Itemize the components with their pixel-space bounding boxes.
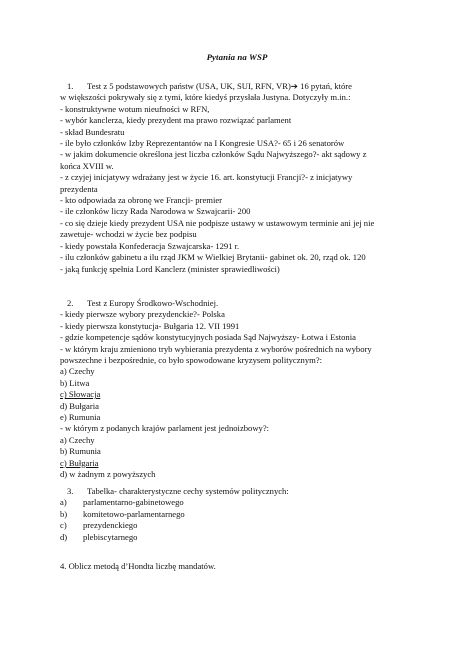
section-2-heading-line bbox=[60, 298, 432, 309]
answer-option: d) Bułgaria bbox=[60, 400, 99, 411]
list-item-text: plebiscytarnego bbox=[83, 531, 138, 542]
answer-option: b) Rumunia bbox=[60, 446, 101, 457]
answer-option: a) Czechy bbox=[60, 366, 95, 377]
section-2-line: - kiedy pierwsza konstytucja- Bułgaria 12. VII 1991 bbox=[60, 320, 240, 331]
section-1-line: - kto odpowiada za obronę we Francji- premier bbox=[60, 195, 223, 206]
section-1-line: - w jakim dokumencie określona jest liczba członków Sądu Najwyższego?- akt sądowy z bbox=[60, 149, 367, 160]
section-1-line: w większości pokrywały się z tymi, które kiedyś przysłała Justyna. Dotyczyły m.in.: bbox=[60, 92, 351, 103]
list-item-text: parlamentarno-gabinetowego bbox=[83, 497, 184, 508]
section-1-line: - ilu członków gabinetu a ilu rząd JKM w Wielkiej Brytanii- gabinet ok. 20, rząd ok. 120 bbox=[60, 252, 366, 263]
section-1-line: - jaką funkcję spełnia Lord Kanclerz (minister sprawiedliwości) bbox=[60, 263, 280, 274]
section-1-line: końca XVIII w. bbox=[60, 160, 114, 171]
answer-option: d) w żadnym z powyższych bbox=[60, 469, 156, 480]
section-1-line: - kiedy powstała Konfederacja Szwajcarska- 1291 r. bbox=[60, 240, 240, 251]
page-title: Pytania na WSP bbox=[206, 52, 268, 62]
section-1-line: - co się dzieje kiedy prezydent USA nie podpisze ustawy w ustawowym terminie ani jej nie bbox=[60, 217, 375, 228]
list-item-label: b) bbox=[60, 508, 68, 519]
section-1-number: 1. bbox=[67, 81, 74, 91]
section-1-line: - ile było członków Izby Reprezentantów na I Kongresie USA?- 65 i 26 senatorów bbox=[60, 138, 345, 149]
section-1-line: - z czyjej inicjatywy wdrażany jest w życie 16. art. konstytucji Francji?- z inicjatywy bbox=[60, 172, 353, 183]
section-1-line: - wybór kanclerza, kiedy prezydent ma prawo rozwiązać parlament bbox=[60, 115, 292, 126]
section-2-line: - w którym kraju zmieniono tryb wybierania prezydenta z wyborów pośrednich na wybory bbox=[60, 343, 372, 354]
answer-option: b) Litwa bbox=[60, 377, 90, 388]
list-item bbox=[60, 509, 432, 520]
list-item-text: prezydenckiego bbox=[83, 520, 138, 531]
section-1-line: Test z 5 podstawowych państw (USA, UK, SUI, RFN, VR)➔ 16 pytań, które bbox=[87, 81, 352, 91]
section-1-line: - konstruktywne wotum nieufności w RFN, bbox=[60, 103, 210, 114]
section-2-number: 2. bbox=[67, 298, 74, 308]
list-item-text: komitetowo-parlamentarnego bbox=[83, 508, 185, 519]
list-item bbox=[60, 497, 432, 508]
section-4 bbox=[60, 561, 432, 572]
section-2 bbox=[60, 298, 432, 481]
section-1-line: prezydenta bbox=[60, 183, 98, 194]
answer-option-selected: c) Bułgaria bbox=[60, 457, 99, 468]
list-item-label: a) bbox=[60, 497, 67, 508]
section-2-line: Test z Europy Środkowo-Wschodniej. bbox=[87, 298, 219, 308]
section-2-line: - kiedy pierwsze wybory prezydenckie?- Polska bbox=[60, 309, 225, 320]
answer-option: a) Czechy bbox=[60, 434, 95, 445]
section-4-text: 4. Oblicz metodą d’Hondta liczbę mandatów. bbox=[60, 561, 216, 571]
answer-option-selected: c) Słowacja bbox=[60, 389, 101, 400]
section-1-heading-line bbox=[60, 81, 432, 92]
list-item-label: c) bbox=[60, 520, 67, 531]
list-item bbox=[60, 520, 432, 531]
section-3 bbox=[60, 486, 432, 543]
answer-option: e) Rumunia bbox=[60, 412, 101, 423]
section-3-number: 3. bbox=[67, 486, 74, 496]
list-item bbox=[60, 532, 432, 543]
section-2-question: - w którym z podanych krajów parlament jest jednoizbowy?: bbox=[60, 423, 270, 434]
section-2-line: - gdzie kompetencje sądów konstytucyjnych posiada Sąd Najwyższy- Łotwa i Estonia bbox=[60, 332, 356, 343]
section-1-line: - ile członków liczy Rada Narodowa w Szwajcarii- 200 bbox=[60, 206, 251, 217]
section-3-heading-line bbox=[60, 486, 432, 497]
section-3-text: Tabelka- charakterystyczne cechy systemów politycznych: bbox=[87, 486, 289, 496]
section-1 bbox=[60, 81, 432, 275]
section-2-line: powszechne i bezpośrednie, co było spowodowane kryzysem politycznym?: bbox=[60, 355, 323, 366]
section-1-line: - skład Bundesratu bbox=[60, 126, 125, 137]
section-1-line: zawetuje- wchodzi w życie bez podpisu bbox=[60, 229, 197, 240]
list-item-label: d) bbox=[60, 531, 68, 542]
